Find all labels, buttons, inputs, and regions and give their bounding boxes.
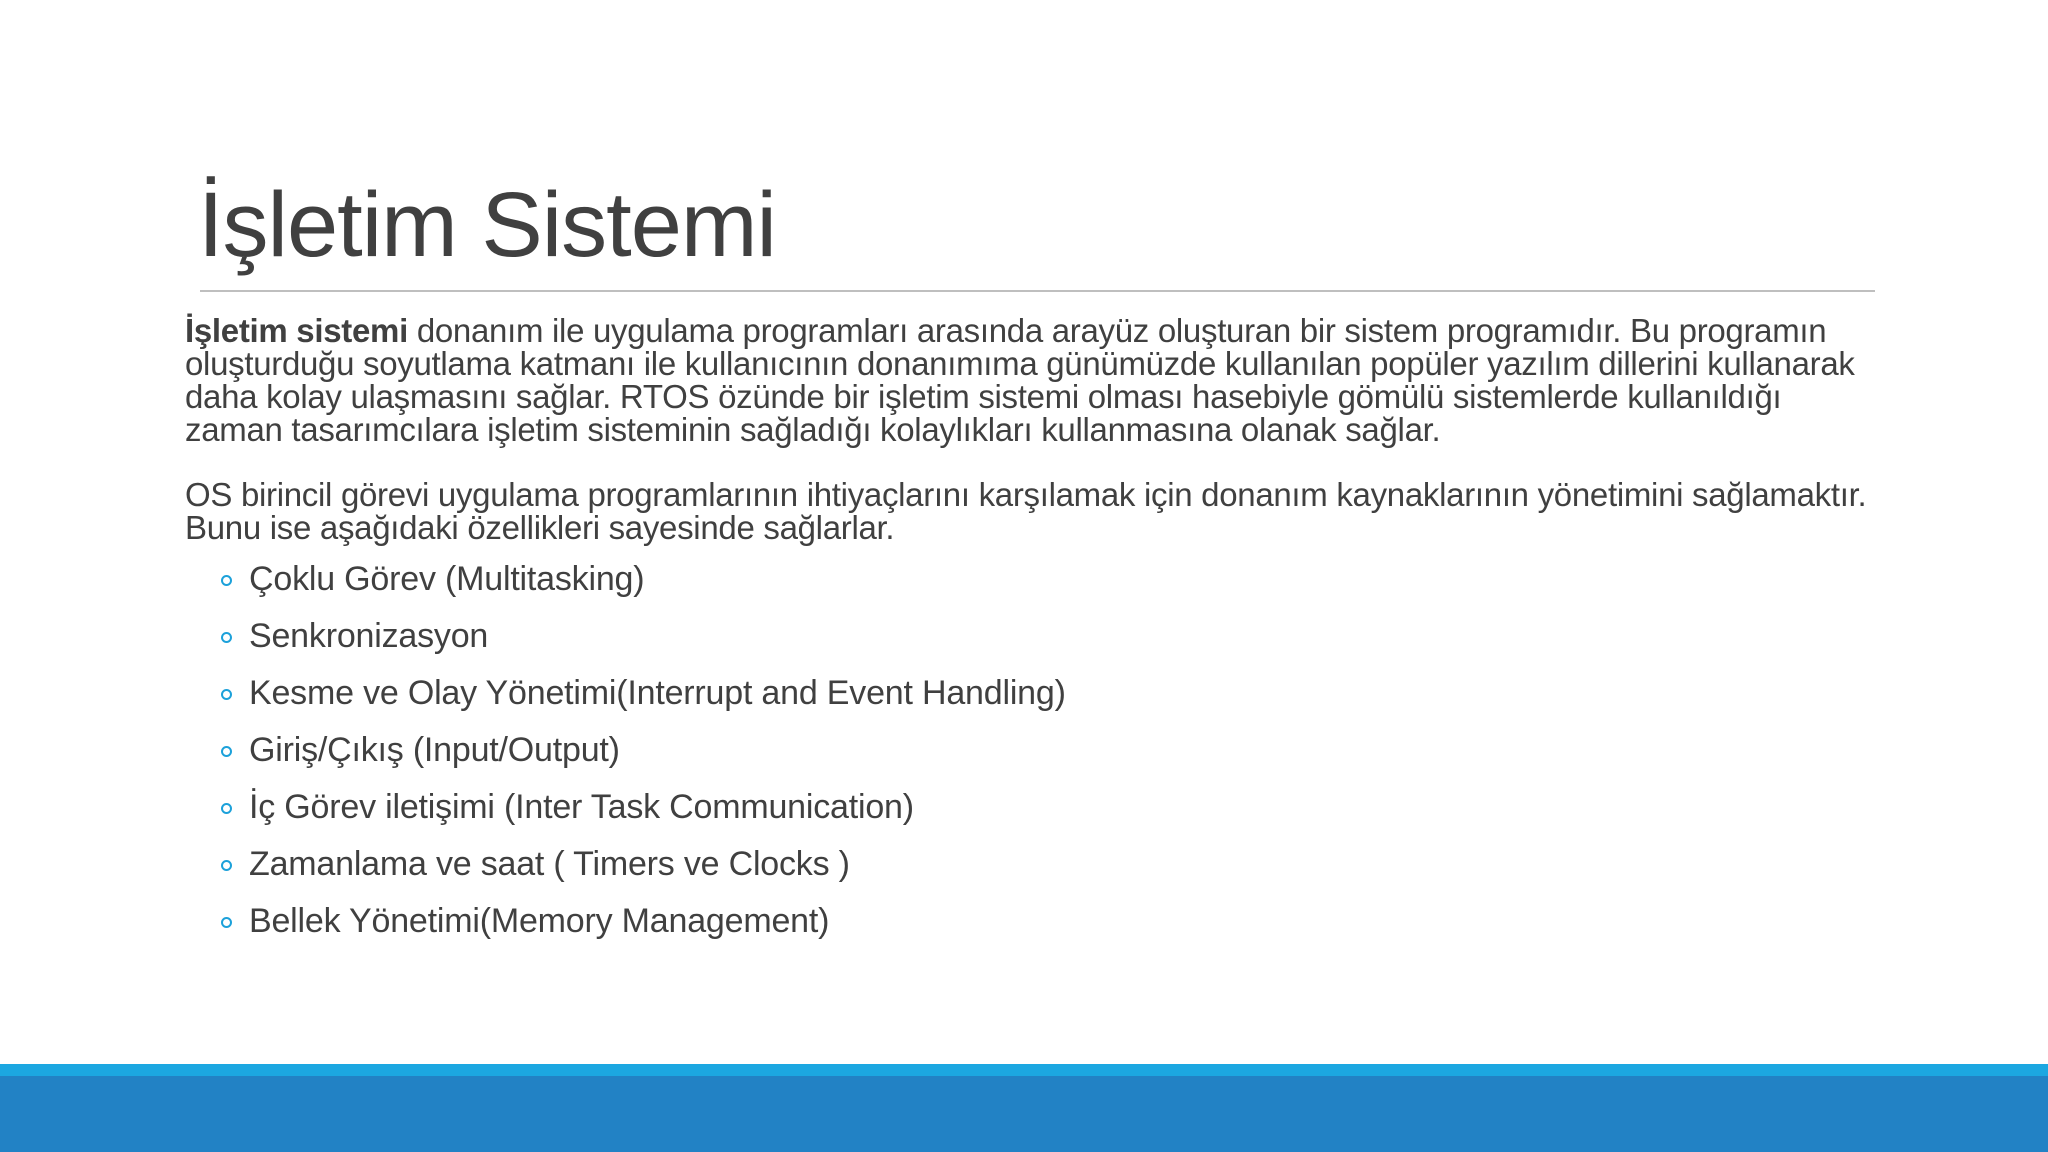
bullet-circle-icon: [221, 917, 232, 928]
bullet-circle-icon: [221, 803, 232, 814]
paragraph-intro: [185, 314, 1875, 446]
bullet-circle-icon: [221, 689, 232, 700]
list-item: [185, 725, 1875, 782]
list-item-label: Senkronizasyon: [249, 617, 489, 655]
list-item: [185, 668, 1875, 725]
list-item: [185, 896, 1875, 953]
list-item-label: Zamanlama ve saat ( Timers ve Clocks ): [249, 845, 850, 883]
bullet-circle-icon: [221, 632, 232, 643]
list-item-label: İç Görev iletişimi (Inter Task Communication): [249, 788, 914, 826]
feature-list: [185, 554, 1875, 953]
list-item-label: Bellek Yönetimi(Memory Management): [249, 902, 830, 940]
list-item-label: Çoklu Görev (Multitasking): [249, 560, 645, 598]
paragraph-intro-text: donanım ile uygulama programları arasında arayüz oluşturan bir sistem programıdır. Bu programın oluşturduğu soyutlama katmanı ile kullanıcının donanımıma günümüzde kullanılan popüler yazılım dillerini kullanarak daha kolay ulaşmasını sağlar. RTOS özünde bir işletim sistemi olması hasebiyle gömülü sistemlerde kullanıldığı zaman tasarımcılara işletim sisteminin sağladığı kolaylıkları kullanmasına olanak sağlar.: [185, 312, 1855, 448]
bullet-circle-icon: [221, 746, 232, 757]
footer-bar: [0, 1076, 2048, 1152]
title-divider: [200, 290, 1875, 292]
bullet-circle-icon: [221, 575, 232, 586]
list-item-label: Kesme ve Olay Yönetimi(Interrupt and Event Handling): [249, 674, 1066, 712]
list-item-label: Giriş/Çıkış (Input/Output): [249, 731, 620, 769]
bullet-circle-icon: [221, 860, 232, 871]
bold-term: İşletim sistemi: [185, 312, 408, 349]
footer-accent-stripe: [0, 1064, 2048, 1076]
slide-title: İşletim Sistemi: [198, 174, 776, 276]
list-item: [185, 554, 1875, 611]
list-item: [185, 782, 1875, 839]
list-item: [185, 611, 1875, 668]
paragraph-os-role: OS birincil görevi uygulama programlarının ihtiyaçlarını karşılamak için donanım kaynaklarının yönetimini sağlamaktır. Bunu ise aşağıdaki özellikleri sayesinde sağlarlar.: [185, 476, 1867, 546]
list-item: [185, 839, 1875, 896]
slide-body: [185, 314, 1875, 953]
